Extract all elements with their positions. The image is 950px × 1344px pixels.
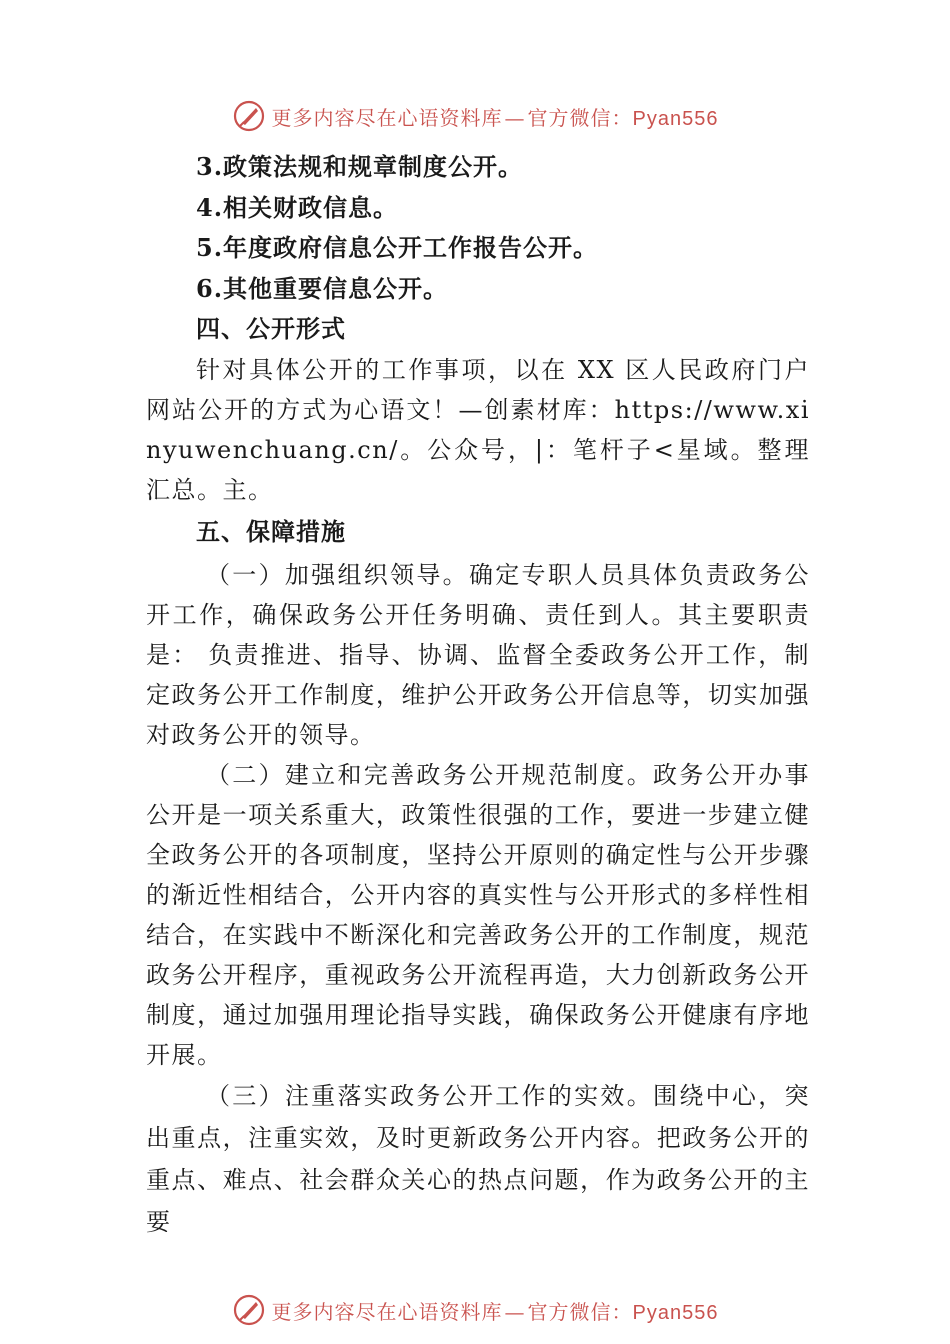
list-item: 6.其他重要信息公开。 <box>196 273 449 303</box>
paragraph: （一）加强组织领导。确定专职人员具体负责政务公开工作，确保政务公开任务明确、责任到人。其主要职责是： 负责推进、指导、协调、监督全委政务公开工作，制定政务公开工作制度，维护公开政务公开信息等，切实加强对政务公开的领导。 <box>146 560 810 749</box>
watermark-text: 更多内容尽在心语资料库 — 官方微信：Pyan556 <box>271 1299 719 1324</box>
list-item: 4.相关财政信息。 <box>196 192 399 222</box>
paragraph: 针对具体公开的工作事项，以在 XX 区人民政府门户网站公开的方式为心语文！—创素材库：https://www.xinyuwenchuang.cn/。公众号，|：笔杆子<星域。整理汇总。主。 <box>146 355 810 504</box>
paragraph: （二）建立和完善政务公开规范制度。政务公开办事公开是一项关系重大，政策性很强的工作，要进一步建立健全政务公开的各项制度，坚持公开原则的确定性与公开步骤的渐近性相结合，公开内容的真实性与公开形式的多样性相结合，在实践中不断深化和完善政务公开的工作制度，规范政务公开程序，重视政务公开流程再造，大力创新政务公开制度，通过加强用理论指导实践，确保政务公开健康有序地开展。 <box>146 760 810 1069</box>
document-body <box>146 147 810 1243</box>
section-heading: 四、公开形式 <box>196 314 346 344</box>
watermark-text: 更多内容尽在心语资料库 — 官方微信：Pyan556 <box>271 105 719 130</box>
list-item: 5.年度政府信息公开工作报告公开。 <box>196 233 599 263</box>
list-item: 3.政策法规和规章制度公开。 <box>196 152 524 181</box>
footer-watermark <box>0 1290 950 1330</box>
paragraph: （三）注重落实政务公开工作的实效。围绕中心，突出重点，注重实效，及时更新政务公开内容。把政务公开的重点、难点、社会群众关心的热点问题，作为政务公开的主要 <box>146 1081 810 1236</box>
header-watermark <box>0 96 950 136</box>
quill-logo-icon <box>232 1293 266 1327</box>
quill-logo-icon <box>232 99 266 133</box>
section-heading: 五、保障措施 <box>196 516 346 546</box>
